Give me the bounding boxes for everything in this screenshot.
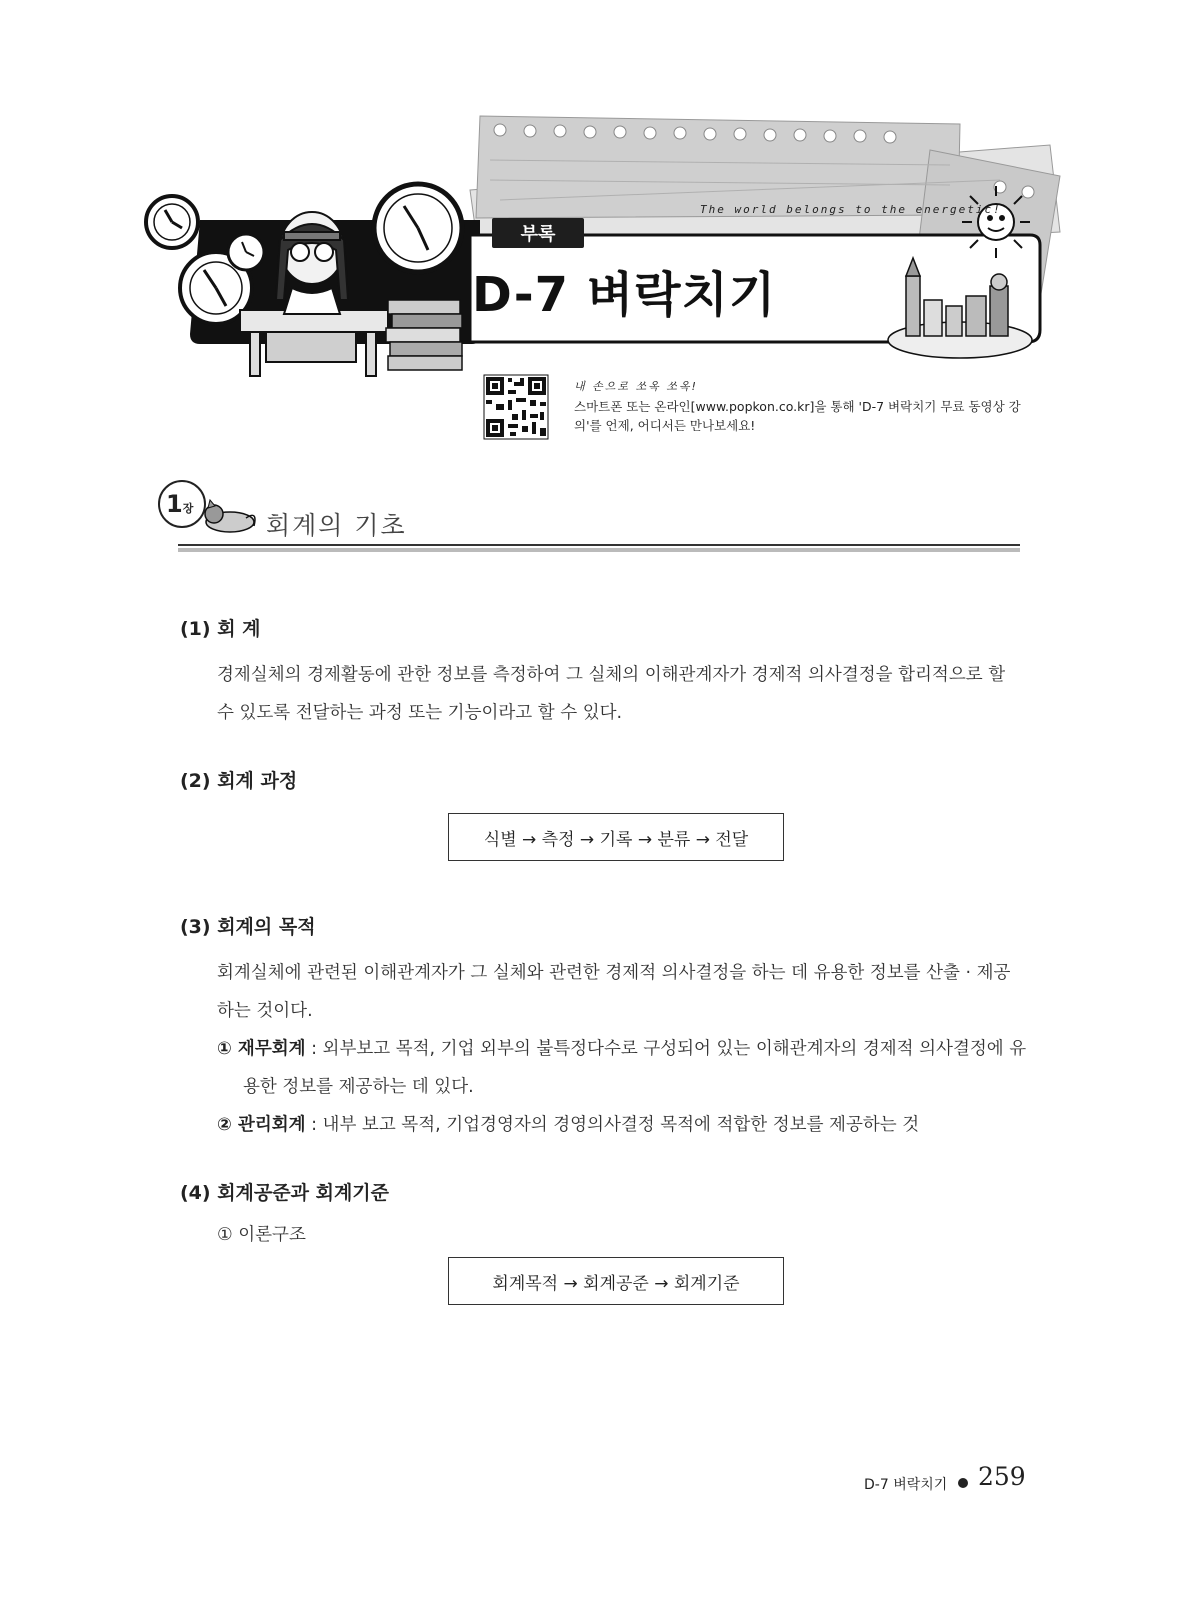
book-stack <box>386 300 462 370</box>
sleeping-cat-icon <box>200 496 260 536</box>
item-text: : 내부 보고 목적, 기업경영자의 경영의사결정 목적에 적합한 정보를 제공하는 것 <box>305 1115 920 1135</box>
chapter-suffix: 장 <box>182 502 194 515</box>
accounting-process-flow: 식별 → 측정 → 기록 → 분류 → 전달 <box>448 813 784 861</box>
chapter-divider-shadow <box>178 548 1020 552</box>
banner-tagline: The world belongs to the energetic! <box>700 203 1002 216</box>
item-label: ① 재무회계 <box>217 1039 306 1059</box>
list-item <box>217 1030 1043 1106</box>
section-2-heading: (2) 회계 과정 <box>180 770 298 792</box>
qr-caption-title: 내 손으로 쏘옥 쏘옥! <box>574 380 698 393</box>
section-3-body: 회계실체에 관련된 이해관계자가 그 실체와 관련한 경제적 의사결정을 하는 데 유용한 정보를 산출 · 제공하는 것이다. <box>217 963 1011 1021</box>
section-4-heading: (4) 회계공준과 회계기준 <box>180 1182 390 1204</box>
clock-icon <box>374 184 462 272</box>
item-label: ② 관리회계 <box>217 1115 306 1135</box>
section-1-heading: (1) 회 계 <box>180 618 261 640</box>
section-3-heading: (3) 회계의 목적 <box>180 916 316 938</box>
chapter-divider <box>178 544 1020 546</box>
clock-icon <box>228 234 264 270</box>
appendix-tag: 부록 <box>492 218 584 248</box>
clock-icon <box>146 196 198 248</box>
chapter-number-badge <box>158 480 206 528</box>
footer-bullet <box>958 1478 968 1488</box>
qr-caption: 스마트폰 또는 온라인[www.popkon.co.kr]을 통해 'D-7 벼락치기 무료 동영상 강의'를 언제, 어디서든 만나보세요! <box>574 399 1021 433</box>
running-title: D-7 벼락치기 <box>864 1477 948 1493</box>
section-4-item-1: ① 이론구조 <box>217 1225 306 1245</box>
chapter-title: 회계의 기초 <box>266 511 407 540</box>
item-text: : 외부보고 목적, 기업 외부의 불특정다수로 구성되어 있는 이해관계자의 경제적 의사결정에 유용한 정보를 제공하는 데 있다. <box>243 1039 1027 1097</box>
page-number: 259 <box>978 1462 1026 1491</box>
list-item <box>217 1106 1043 1144</box>
qr-code-icon <box>484 375 548 439</box>
page-title: D-7 벼락치기 <box>472 267 777 323</box>
section-1-body: 경제실체의 경제활동에 관한 정보를 측정하여 그 실체의 이해관계자가 경제적 의사결정을 합리적으로 할 수 있도록 전달하는 과정 또는 기능이라고 할 수 있다. <box>217 665 1006 723</box>
theory-structure-flow: 회계목적 → 회계공준 → 회계기준 <box>448 1257 784 1305</box>
chapter-number: 1 <box>166 490 183 518</box>
